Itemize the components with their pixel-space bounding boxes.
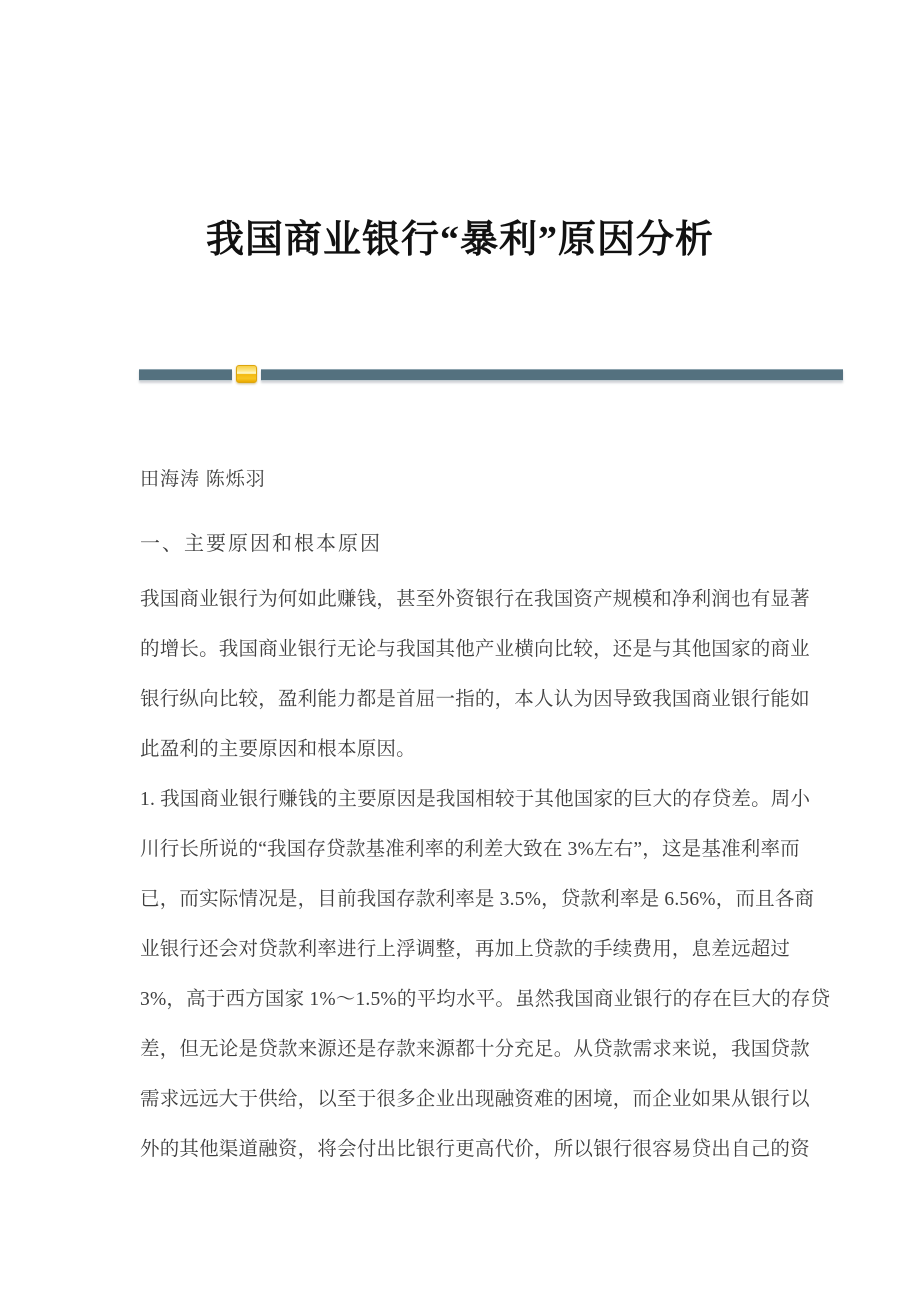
author-names: 田海涛 陈烁羽: [140, 469, 266, 490]
text-line: 川行长所说的“我国存贷款基准利率的利差大致在 3%左右”，这是基准利率而: [140, 839, 800, 860]
text-line: 业银行还会对贷款利率进行上浮调整，再加上贷款的手续费用，息差远超过: [140, 939, 791, 960]
text-line: 3%，高于西方国家 1%～1.5%的平均水平。虽然我国商业银行的存在巨大的存贷: [140, 989, 831, 1010]
text-line: 已，而实际情况是，目前我国存款利率是 3.5%，贷款利率是 6.56%，而且各商: [140, 889, 815, 910]
divider-bar-right: [261, 369, 843, 381]
text-line: 差，但无论是贷款来源还是存款来源都十分充足。从贷款需求来说，我国贷款: [140, 1039, 810, 1060]
text-line: 外的其他渠道融资，将会付出比银行更高代价，所以银行很容易贷出自己的资: [140, 1139, 810, 1160]
divider-bar-left: [139, 369, 232, 381]
text-line: 银行纵向比较，盈利能力都是首屈一指的，本人认为因导致我国商业银行能如: [140, 689, 810, 710]
article-body: [140, 575, 831, 1175]
text-line: 1. 我国商业银行赚钱的主要原因是我国相较于其他国家的巨大的存贷差。周小: [140, 789, 811, 810]
text-line: 的增长。我国商业银行无论与我国其他产业横向比较，还是与其他国家的商业: [140, 639, 810, 660]
text-line: 我国商业银行为何如此赚钱，甚至外资银行在我国资产规模和净利润也有显著: [140, 589, 810, 610]
gold-badge-icon: [236, 365, 257, 383]
text-line: 需求远远大于供给，以至于很多企业出现融资难的困境，而企业如果从银行以: [140, 1089, 810, 1110]
section-heading: 一、主要原因和根本原因: [140, 533, 382, 555]
text-line: 此盈利的主要原因和根本原因。: [140, 739, 416, 760]
paragraph-2: [140, 775, 831, 1175]
document-title: 我国商业银行“暴利”原因分析: [205, 219, 714, 261]
title-divider: [139, 367, 843, 382]
paragraph-1: [140, 575, 808, 775]
